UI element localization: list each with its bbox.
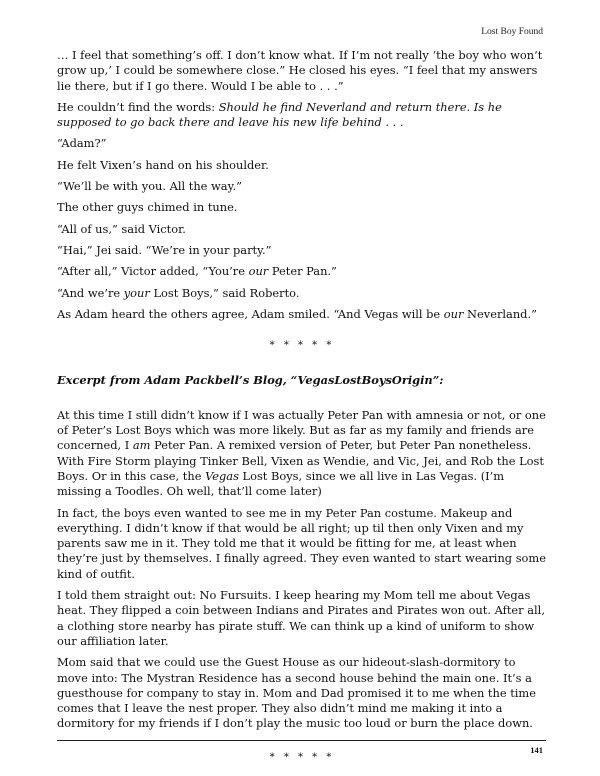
page-body: [57, 48, 547, 771]
paragraph-text: He couldn’t find the words:: [57, 99, 219, 114]
paragraph: The other guys chimed in tune.: [57, 200, 238, 215]
blog-excerpt-heading: Excerpt from Adam Packbell’s Blog, “VegasLostBoysOrigin”:: [57, 373, 444, 388]
paragraph: [57, 408, 547, 500]
emphasis: our: [248, 264, 269, 279]
paragraph: … I feel that something’s off. I don’t know what. If I’m not really ‘the boy who won’t grow up,’ I could be somewhere close.” He closed his eyes. “I feel that my answers lie there, but if I go there. Would I be able to . . .”: [57, 48, 543, 93]
section-separator: * * * * *: [269, 751, 335, 763]
paragraph: I told them straight out: No Fursuits. I keep hearing my Mom tell me about Vegas heat. They flipped a coin between Indians and Pirates and Pirates won out. After all, a clothing store nearby has pirate stuff. We can think up a kind of uniform to show our affiliation later.: [57, 588, 545, 648]
emphasis: Vegas: [205, 468, 239, 483]
page-number: 141: [530, 745, 543, 755]
section-separator: * * * * *: [269, 340, 335, 352]
paragraph: “All of us,” said Victor.: [57, 221, 186, 236]
paragraph-text: Peter Pan. A remixed version of Peter, but Peter Pan nonetheless. With Fire Storm playing Tinker Bell, Vixen as Wendie, and Vic, Jei, and Rob the Lost Boys. Or in this case, the: [57, 438, 544, 483]
paragraph: He felt Vixen’s hand on his shoulder.: [57, 157, 269, 172]
paragraph-text: As Adam heard the others agree, Adam smiled. “And Vegas will be: [57, 306, 444, 321]
paragraph: [57, 264, 547, 279]
paragraph-text: At this time I still didn’t know if I was actually Peter Pan with amnesia or not, or one of Peter’s Lost Boys which was more likely. But as far as my family and friends are concerned, I: [57, 407, 546, 453]
paragraph-text: Lost Boys, since we all live in Las Vegas. (I’m missing a Toodles. Oh well, that’ll come later): [57, 468, 505, 499]
paragraph-text: Peter Pan.”: [268, 264, 337, 279]
paragraph-text: Neverland.”: [463, 306, 537, 321]
paragraph-text: “After all,” Victor added, “You’re: [57, 264, 249, 279]
italic-thought: Should he find Neverland and return there. Is he supposed to go back there and leave his new life behind . . .: [57, 99, 502, 130]
paragraph: “Hai,” Jei said. “We’re in your party.”: [57, 242, 272, 257]
footer-rule: [57, 740, 546, 741]
paragraph: [57, 286, 547, 301]
paragraph: [57, 100, 547, 131]
paragraph: “Adam?”: [57, 136, 107, 151]
emphasis: our: [443, 306, 464, 321]
paragraph: Mom said that we could use the Guest House as our hideout-slash-dormitory to move into: The Mystran Residence has a second house behind the main one. It’s a guesthouse for company to stay in. Mom and Dad promised it to me when the time comes that I leave the nest proper. They also didn’t mind me making it into a dormitory for my friends if I don’t play the music too loud or burn the place down.: [57, 655, 536, 731]
emphasis: am: [132, 438, 151, 453]
running-title: Lost Boy Found: [481, 27, 543, 37]
paragraph-text: Lost Boys,” said Roberto.: [149, 285, 300, 300]
paragraph: [57, 307, 547, 322]
paragraph: “We’ll be with you. All the way.”: [57, 179, 242, 194]
paragraph: In fact, the boys even wanted to see me in my Peter Pan costume. Makeup and everything. I didn’t know if that would be all right; up til then only Vixen and my parents saw me in it. They told me that it would be fitting for me, at least when they’re just by themselves. I finally agreed. They even wanted to start wearing some kind of outfit.: [57, 505, 546, 581]
emphasis: your: [123, 285, 150, 300]
paragraph-text: “And we’re: [57, 285, 124, 300]
